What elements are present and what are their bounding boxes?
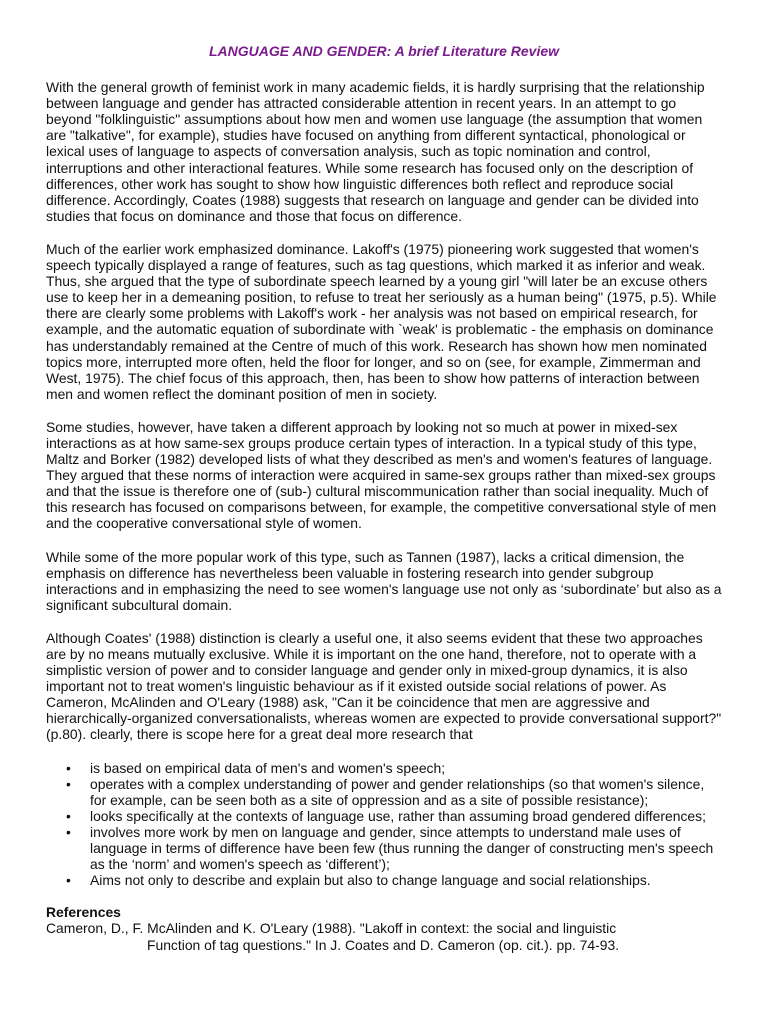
list-item-text: involves more work by men on language and gender, since attempts to understand male uses of language in terms of difference have been few (thus running the danger of constructing men's speech as the ‘norm’ and women's speech as ‘different’);	[90, 823, 714, 873]
list-item-text: operates with a complex understanding of power and gender relationships (so that women's silence, for example, can be seen both as a site of oppression and as a site of possible resistance);	[90, 775, 705, 808]
reference-entry	[46, 920, 722, 952]
bullet-icon: •	[66, 823, 71, 840]
paragraph-intro: With the general growth of feminist work in many academic fields, it is hardly surprising that the relationship between language and gender has attracted considerable attention in recent years. In an attempt to go beyond "folklinguistic" assumptions about how men and women use language (the assumption that women are "talkative", for example), studies have focused on anything from different syntactical, phonological or lexical uses of language to aspects of conversation analysis, such as topic nomination and control, interruptions and other interactional features. While some research has focused only on the description of differences, other work has sought to show how linguistic differences both reflect and reproduce social difference. Accordingly, Coates (1988) suggests that research on language and gender can be divided into studies that focus on dominance and those that focus on difference.	[46, 79, 705, 224]
paragraph-dominance: Much of the earlier work emphasized dominance. Lakoff's (1975) pioneering work suggested that women's speech typically displayed a range of features, such as tag questions, which marked it as inferior and weak. Thus, she argued that the type of subordinate speech learned by a young girl "will later be an excuse others use to keep her in a demeaning position, to refuse to treat her seriously as a human being" (1975, p.5). While there are clearly some problems with Lakoff's work - her analysis was not based on empirical research, for example, and the automatic equation of subordinate with `weak' is problematic - the emphasis on dominance has understandably remained at the Centre of much of this work. Research has shown how men nominated topics more, interrupted more often, held the floor for longer, and so on (see, for example, Zimmerman and West, 1975). The chief focus of this approach, then, has been to show how patterns of interaction between men and women reflect the dominant position of men in society.	[46, 240, 717, 402]
list-item	[46, 872, 722, 888]
bullet-icon: •	[66, 759, 71, 776]
paragraph-tannen: While some of the more popular work of this type, such as Tannen (1987), lacks a critical dimension, the emphasis on difference has nevertheless been valuable in fostering research into gender subgroup interactions and in emphasizing the need to see women's language use not only as ‘subordinate’ but also as a significant subcultural domain.	[46, 548, 722, 613]
research-bullet-list	[46, 760, 722, 889]
list-item-text: looks specifically at the contexts of language use, rather than assuming broad gendered differences;	[90, 807, 706, 824]
document-title	[46, 43, 722, 59]
list-item-text: is based on empirical data of men's and women's speech;	[90, 759, 446, 776]
bullet-icon: •	[66, 872, 71, 889]
bullet-icon: •	[66, 807, 71, 824]
reference-line-1: Cameron, D., F. McAlinden and K. O'Leary (1988). "Lakoff in context: the social and linguistic	[46, 920, 617, 937]
list-item	[46, 808, 722, 824]
reference-line-2: Function of tag questions." In J. Coates and D. Cameron (op. cit.). pp. 74-93.	[147, 936, 620, 953]
references-heading: References	[46, 904, 121, 921]
title-main: LANGUAGE AND GENDER	[208, 43, 387, 59]
list-item-text: Aims not only to describe and explain but also to change language and social relationships.	[90, 872, 651, 889]
title-subtitle: : A brief Literature Review	[386, 43, 560, 59]
paragraph-coates-distinction: Although Coates' (1988) distinction is clearly a useful one, it also seems evident that these two approaches are by no means mutually exclusive. While it is important on the one hand, therefore, not to operate with a simplistic version of power and to consider language and gender only in mixed-group dynamics, it is also important not to treat women's linguistic behaviour as if it existed outside social relations of power. As Cameron, McAlinden and O'Leary (1988) ask, "Can it be coincidence that men are aggressive and hierarchically-organized conversationalists, whereas women are expected to provide conversational support?" (p.80). clearly, there is scope here for a great deal more research that	[46, 629, 722, 743]
list-item	[46, 824, 722, 872]
list-item	[46, 760, 722, 776]
paragraph-difference: Some studies, however, have taken a different approach by looking not so much at power in mixed-sex interactions as at how same-sex groups produce certain types of interaction. In a typical study of this type, Maltz and Borker (1982) developed lists of what they described as men's and women's features of language. They argued that these norms of interaction were acquired in same-sex groups rather than mixed-sex groups and that the issue is therefore one of (sub-) cultural miscommunication rather than social inequality. Much of this research has focused on comparisons between, for example, the competitive conversational style of men and the cooperative conversational style of women.	[46, 418, 717, 532]
list-item	[46, 776, 722, 808]
bullet-icon: •	[66, 775, 71, 792]
